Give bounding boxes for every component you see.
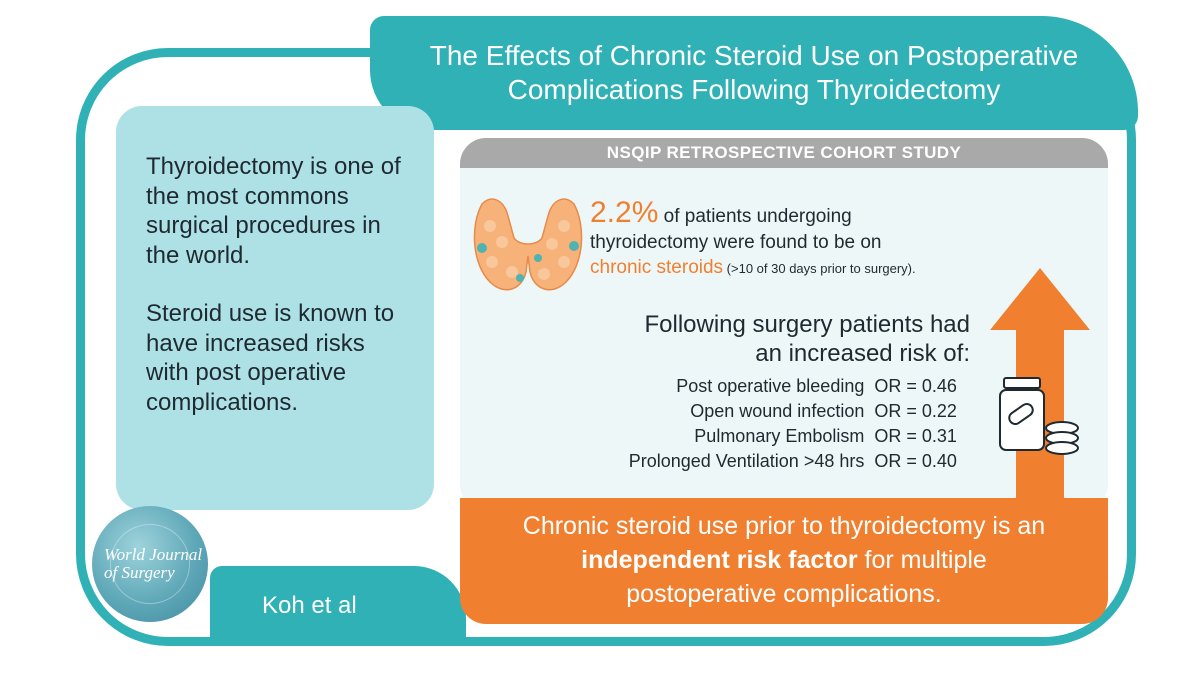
table-row <box>560 374 980 399</box>
table-row <box>560 399 980 424</box>
intro-paragraph-1: Thyroidectomy is one of the most commons surgical procedures in the world. <box>146 153 401 269</box>
conclusion-bold: independent risk factor <box>581 546 858 575</box>
risk-odds-ratio: OR = 0.31 <box>874 426 957 446</box>
thyroid-icon <box>468 186 588 306</box>
table-row <box>560 424 980 449</box>
pill-bottle-icon <box>1000 378 1078 454</box>
conclusion-line-1: Chronic steroid use prior to thyroidectomy is an <box>522 512 1046 541</box>
intro-panel <box>116 106 434 510</box>
title-line-1: The Effects of Chronic Steroid Use on Postoperative <box>429 39 1079 71</box>
title-banner <box>370 16 1138 130</box>
risk-odds-ratio: OR = 0.40 <box>874 451 957 471</box>
logo-line-2: of Surgery <box>104 563 175 582</box>
author-label: Koh et al <box>262 592 357 619</box>
risk-odds-ratio: OR = 0.22 <box>874 401 957 421</box>
increased-risk-heading <box>580 310 970 369</box>
conclusion-line-3: postoperative complications. <box>626 579 942 608</box>
world-journal-of-surgery-logo <box>92 506 208 622</box>
prevalence-note: (>10 of 30 days prior to surgery). <box>723 261 916 276</box>
conclusion-line-2: for multiple <box>857 546 987 575</box>
title-line-2: Complications Following Thyroidectomy <box>507 74 1001 105</box>
risk-name: Open wound infection <box>690 401 865 421</box>
increased-risk-line-1: Following surgery patients had <box>644 311 970 338</box>
increased-risk-line-2: an increased risk of: <box>755 340 970 368</box>
study-header: NSQIP RETROSPECTIVE COHORT STUDY <box>460 138 1108 168</box>
prevalence-highlight: chronic steroids <box>590 257 724 278</box>
risk-table <box>560 374 980 474</box>
intro-paragraph-2: Steroid use is known to have increased risks with post operative complications. <box>146 300 395 416</box>
risk-name: Prolonged Ventilation >48 hrs <box>628 451 865 471</box>
prevalence-value: 2.2% <box>590 196 659 229</box>
table-row <box>560 449 980 474</box>
risk-odds-ratio: OR = 0.46 <box>874 376 957 396</box>
prevalence-text-2: thyroidectomy were found to be on <box>590 232 882 253</box>
prevalence-text-1: of patients undergoing <box>658 206 852 227</box>
risk-name: Pulmonary Embolism <box>694 426 865 446</box>
logo-line-1: World Journal <box>104 545 203 565</box>
author-tab <box>210 566 466 646</box>
prevalence-statement <box>590 196 990 279</box>
increase-arrow-icon <box>990 268 1090 498</box>
conclusion-banner <box>460 498 1108 624</box>
risk-name: Post operative bleeding <box>676 376 865 396</box>
study-card <box>460 138 1108 510</box>
